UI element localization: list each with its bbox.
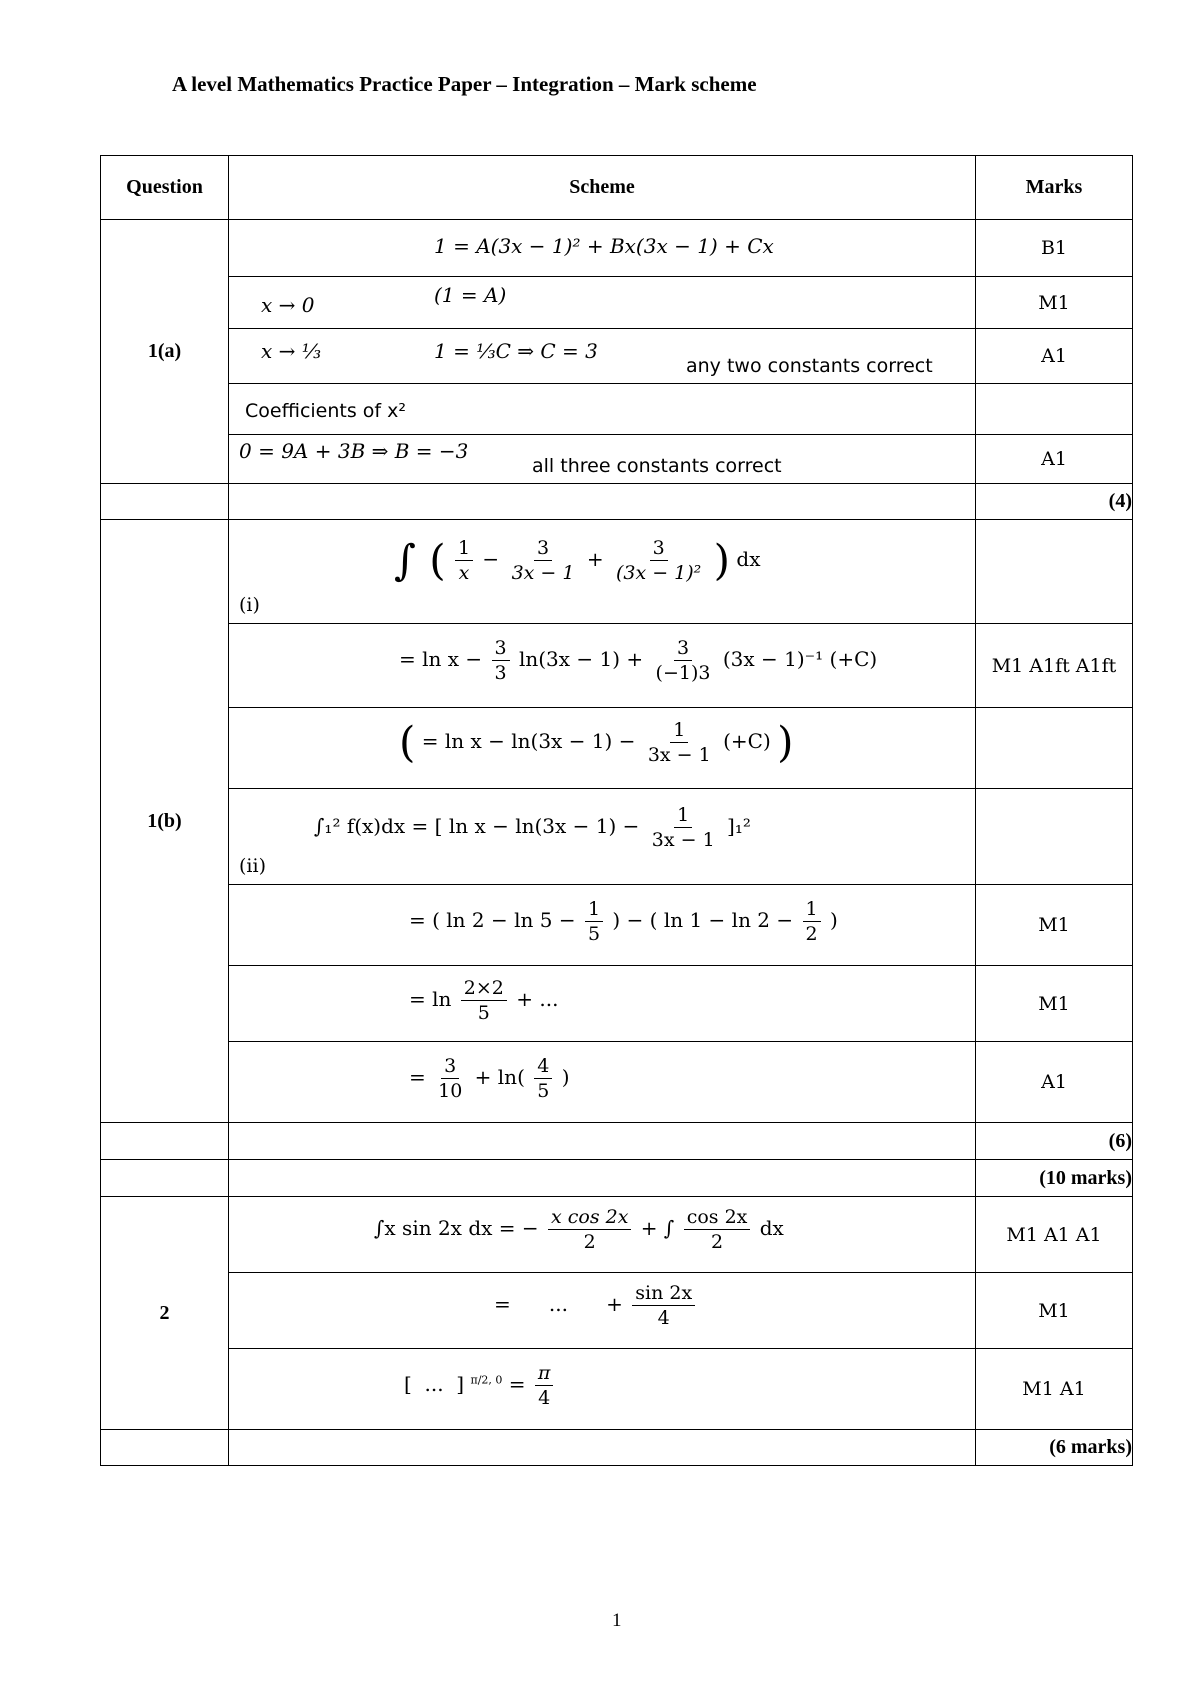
- marks-cell: A1: [976, 435, 1133, 484]
- math-expression: [ ... ] $^{\pi/2, 0}$ = $\frac{\pi}{4}$: [404, 1361, 556, 1410]
- question-total: (10 marks): [976, 1160, 1133, 1197]
- header-question: Question: [101, 156, 229, 220]
- scheme-cell: [229, 435, 976, 484]
- math-expression: 1 = ⅓C ⇒ C = 3: [434, 339, 598, 363]
- marks-cell: M1: [976, 1273, 1133, 1349]
- scheme-cell: [229, 1197, 976, 1273]
- math-expression: 1 = A(3x − 1)² + Bx(3x − 1) + Cx: [434, 234, 774, 258]
- mark-scheme-table: [100, 155, 1133, 1466]
- math-expression: = ln x − $\frac{3}{3}$ ln(3x − 1) + $\frac{3}{(-1)3}$ (3x − 1)⁻¹ (+C): [399, 637, 878, 684]
- marking-note: any two constants correct: [686, 355, 933, 377]
- math-expression: ∫x sin 2x dx = − $\frac{\text{x cos 2x}}{2}$ + ∫ $\frac{\cos 2x}{2}$ dx: [374, 1206, 784, 1253]
- marks-cell: M1: [976, 885, 1133, 966]
- part-total: (4): [976, 484, 1133, 520]
- integral-expression: ∫ ( $\frac{1}{x}$ − $\frac{3}{3x - 1}$ + $\frac{3}{\text{(3x − 1)²}}$ ) dx: [394, 535, 761, 585]
- math-expression: = ... + $\frac{\sin 2x}{4}$: [494, 1281, 698, 1330]
- question-label: 2: [101, 1197, 229, 1430]
- marks-cell: A1: [976, 329, 1133, 384]
- math-expression: ∫₁² f(x)dx = [ ln x − ln(3x − 1) − $\frac{1}{3x - 1}$ ]₁²: [314, 804, 751, 851]
- part-label: (i): [239, 594, 260, 616]
- condition-expression: x → ⅓: [261, 339, 322, 363]
- math-expression: (1 = A): [434, 283, 507, 307]
- scheme-cell: [229, 966, 976, 1042]
- marks-cell: M1 A1ft A1ft: [976, 624, 1133, 708]
- marks-cell: [976, 789, 1133, 885]
- math-expression: 0 = 9A + 3B ⇒ B = −3: [239, 439, 469, 463]
- marks-cell: [976, 708, 1133, 789]
- question-label: 1(a): [101, 220, 229, 484]
- scheme-cell: [229, 708, 976, 789]
- marks-cell: A1: [976, 1042, 1133, 1123]
- scheme-cell: [229, 1042, 976, 1123]
- marks-cell: [976, 384, 1133, 435]
- header-scheme: Scheme: [229, 156, 976, 220]
- scheme-cell: [229, 1273, 976, 1349]
- header-marks: Marks: [976, 156, 1133, 220]
- math-expression: = ( ln 2 − ln 5 − $\frac{1}{5}$ ) − ( ln 1 − ln 2 − $\frac{1}{2}$ ): [409, 898, 838, 945]
- page-title: A level Mathematics Practice Paper – Integration – Mark scheme: [172, 72, 757, 96]
- page-number: 1: [612, 1610, 622, 1631]
- scheme-cell: [229, 789, 976, 885]
- scheme-cell: [229, 220, 976, 277]
- scheme-cell: [229, 624, 976, 708]
- part-label: (ii): [239, 855, 266, 877]
- part-total: (6): [976, 1123, 1133, 1160]
- marks-cell: B1: [976, 220, 1133, 277]
- question-label: 1(b): [101, 520, 229, 1123]
- coefficients-text: Coefficients of x²: [245, 400, 407, 422]
- scheme-cell: [229, 1349, 976, 1430]
- math-expression: = $\frac{3}{10}$ + ln( $\frac{4}{5}$ ): [409, 1055, 570, 1102]
- question-total: (6 marks): [976, 1430, 1133, 1466]
- math-expression: ( = ln x − ln(3x − 1) − $\frac{1}{3x - 1}$ (+C) ): [399, 717, 794, 767]
- marks-cell: [976, 520, 1133, 624]
- marking-note: all three constants correct: [532, 455, 782, 477]
- scheme-cell: [229, 885, 976, 966]
- marks-cell: M1: [976, 277, 1133, 329]
- marks-cell: M1 A1: [976, 1349, 1133, 1430]
- marks-cell: M1: [976, 966, 1133, 1042]
- scheme-cell: [229, 329, 976, 384]
- condition-expression: x → 0: [261, 293, 315, 317]
- math-expression: = ln $\frac{2\times 2}{5}$ + ...: [409, 977, 559, 1024]
- marks-cell: M1 A1 A1: [976, 1197, 1133, 1273]
- scheme-cell: [229, 520, 976, 624]
- scheme-cell: [229, 277, 976, 329]
- scheme-cell: [229, 384, 976, 435]
